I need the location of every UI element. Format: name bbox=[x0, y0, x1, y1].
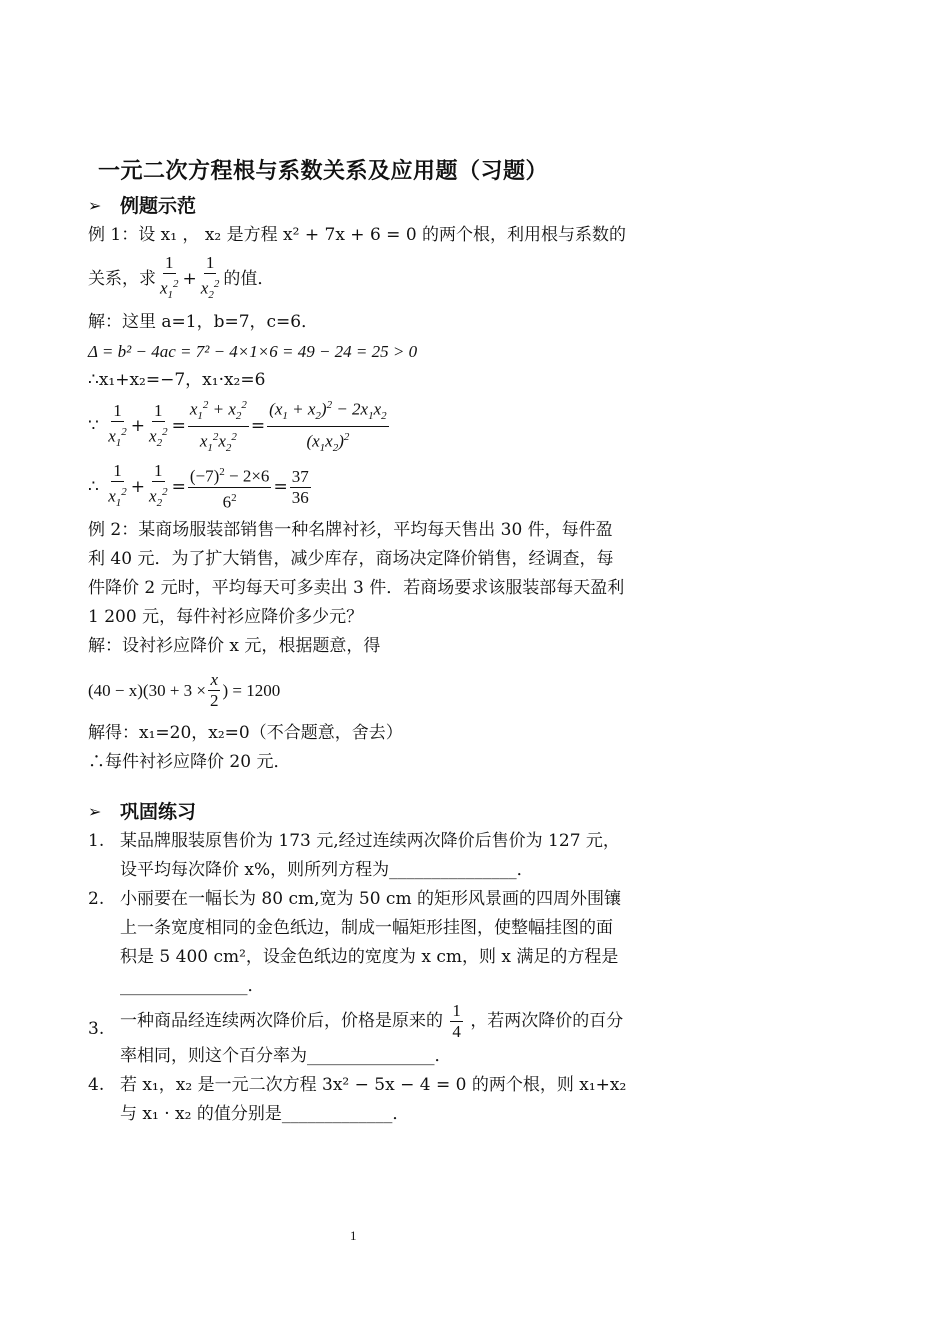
arrow-bullet-icon: ➢ bbox=[88, 802, 102, 822]
fraction: $\frac{1}{x_2^2}$ bbox=[149, 400, 168, 449]
example1-statement: 例 1：设 x₁ ， x₂ 是方程 x² + 7x + 6 = 0 的两个根，利用根与系数的 bbox=[88, 225, 627, 245]
text-fragment: ，若两次降价的百分率相同，则这个百分率为_______________． bbox=[120, 1011, 624, 1067]
fraction: $\frac{1}{x_1^2}$ bbox=[108, 461, 127, 510]
section-title: 例题示范 bbox=[120, 195, 197, 217]
fraction: $\frac{1}{x_1^2}$ bbox=[108, 400, 127, 449]
document-content bbox=[88, 155, 628, 1129]
fraction: $\frac{(-7)^2 - 2\times 6}{6^2}$ bbox=[188, 462, 272, 512]
equation-fragment: (40 − x)(30 + 3 × bbox=[88, 680, 206, 700]
document-title: 一元二次方程根与系数关系及应用题（习题） bbox=[98, 159, 549, 184]
arrow-bullet-icon: ➢ bbox=[88, 196, 102, 215]
example1-solution-coefficients: 解：这里 a=1，b=7，c=6． bbox=[88, 312, 319, 332]
fraction-1-over-x2-squared: $\frac{1}{x_2^2}$ bbox=[200, 252, 220, 302]
because-symbol: ∵ bbox=[88, 416, 99, 437]
fraction: $\frac{1}{x_2^2}$ bbox=[149, 461, 168, 510]
text-fragment: 的值． bbox=[223, 268, 275, 289]
page-number: 1 bbox=[350, 1228, 357, 1243]
item-text: 某品牌服装原售价为 173 元,经过连续两次降价后售价为 127 元，设平均每次降价 x%，则所列方程为_______________． bbox=[120, 831, 620, 881]
text-fragment: 关系，求 bbox=[88, 268, 156, 289]
therefore-symbol: ∴ bbox=[88, 476, 99, 497]
example2-equation bbox=[88, 661, 628, 719]
practice-item bbox=[88, 885, 628, 1001]
example1-question-line: 关系，求 $\frac{1}{x_1^2}$ + $\frac{1}{x_2^2}$ 的值． bbox=[88, 250, 628, 308]
example1-vieta-values: ∴x₁+x₂=−7，x₁·x₂=6 bbox=[88, 370, 266, 390]
item-number: 2. bbox=[88, 889, 105, 910]
practice-item bbox=[88, 827, 628, 885]
item-number: 3. bbox=[88, 1019, 105, 1040]
practice-item bbox=[88, 1071, 628, 1129]
item-text: 小丽要在一幅长为 80 cm,宽为 50 cm 的矩形风景画的四周外围镶上一条宽度相同的金色纸边，制成一幅矩形挂图，使整幅挂图的面积是 5 400 cm²，设金色纸边的宽度为 x cm，则 x 满足的方程是_______________． bbox=[120, 889, 621, 997]
equation-fragment: ) = 1200 bbox=[222, 680, 281, 700]
fraction-1-over-4: $\frac{1}{4}$ bbox=[452, 1001, 461, 1042]
section-heading-examples bbox=[88, 191, 628, 221]
example2-answer: ∴每件衬衫应降价 20 元． bbox=[88, 752, 291, 773]
example1-discriminant: Δ = b² − 4ac = 7² − 4×1×6 = 49 − 24 = 25 > 0 bbox=[88, 342, 418, 361]
fraction: $\frac{(x_1 + x_2)^2 - 2x_1x_2}{(x_1x_2)^2}$ bbox=[267, 395, 389, 458]
example2-solution-setup: 解：设衬衫应降价 x 元，根据题意，得 bbox=[88, 636, 381, 657]
section-title: 巩固练习 bbox=[120, 801, 197, 824]
section-heading-practice bbox=[88, 797, 628, 827]
fraction-37-over-36: $\frac{37}{36}$ bbox=[291, 466, 309, 507]
fraction-1-over-x1-squared: $\frac{1}{x_1^2}$ bbox=[160, 252, 179, 302]
practice-item bbox=[88, 1001, 628, 1071]
item-number: 4. bbox=[88, 1075, 105, 1096]
text-fragment: 一种商品经连续两次降价后，价格是原来的 bbox=[120, 1011, 443, 1032]
item-text: 若 x₁，x₂ 是一元二次方程 3x² − 5x − 4 = 0 的两个根，则 x₁+x₂ 与 x₁ · x₂ 的值分别是_____________． bbox=[120, 1075, 627, 1125]
fraction: $\frac{x_1^2 + x_2^2}{x_1^2x_2^2}$ bbox=[188, 395, 249, 458]
example1-result-equation: ∴ $\frac{1}{x_1^2}$ + $\frac{1}{x_2^2}$ = $\frac{(-7)^2 - 2\times 6}{6^2}$ = $\frac{37}{36}$ bbox=[88, 461, 309, 512]
example1-identity-equation: ∵ $\frac{1}{x_1^2}$ + $\frac{1}{x_2^2}$ = $\frac{x_1^2 + x_2^2}{x_1^2x_2^2}$ = $\frac{(x_1 + x_2)^2 - 2x_1x_2}{(x_1x_2)^2}$ bbox=[88, 395, 628, 458]
example2-statement: 例 2：某商场服装部销售一种名牌衬衫，平均每天售出 30 件，每件盈利 40 元．为了扩大销售，减少库存，商场决定降价销售，经调查，每件降价 2 元时，平均每天可多卖出 3 件．若商场要求该服装部每天盈利 1 200 元，每件衬衫应降价多少元？ bbox=[88, 520, 625, 628]
fraction-x-over-2: $\frac{x}{2}$ bbox=[210, 669, 219, 710]
example2-roots: 解得：x₁=20，x₂=0（不合题意，舍去） bbox=[88, 723, 403, 744]
item-number: 1. bbox=[88, 831, 105, 852]
item-text bbox=[120, 1001, 628, 1071]
